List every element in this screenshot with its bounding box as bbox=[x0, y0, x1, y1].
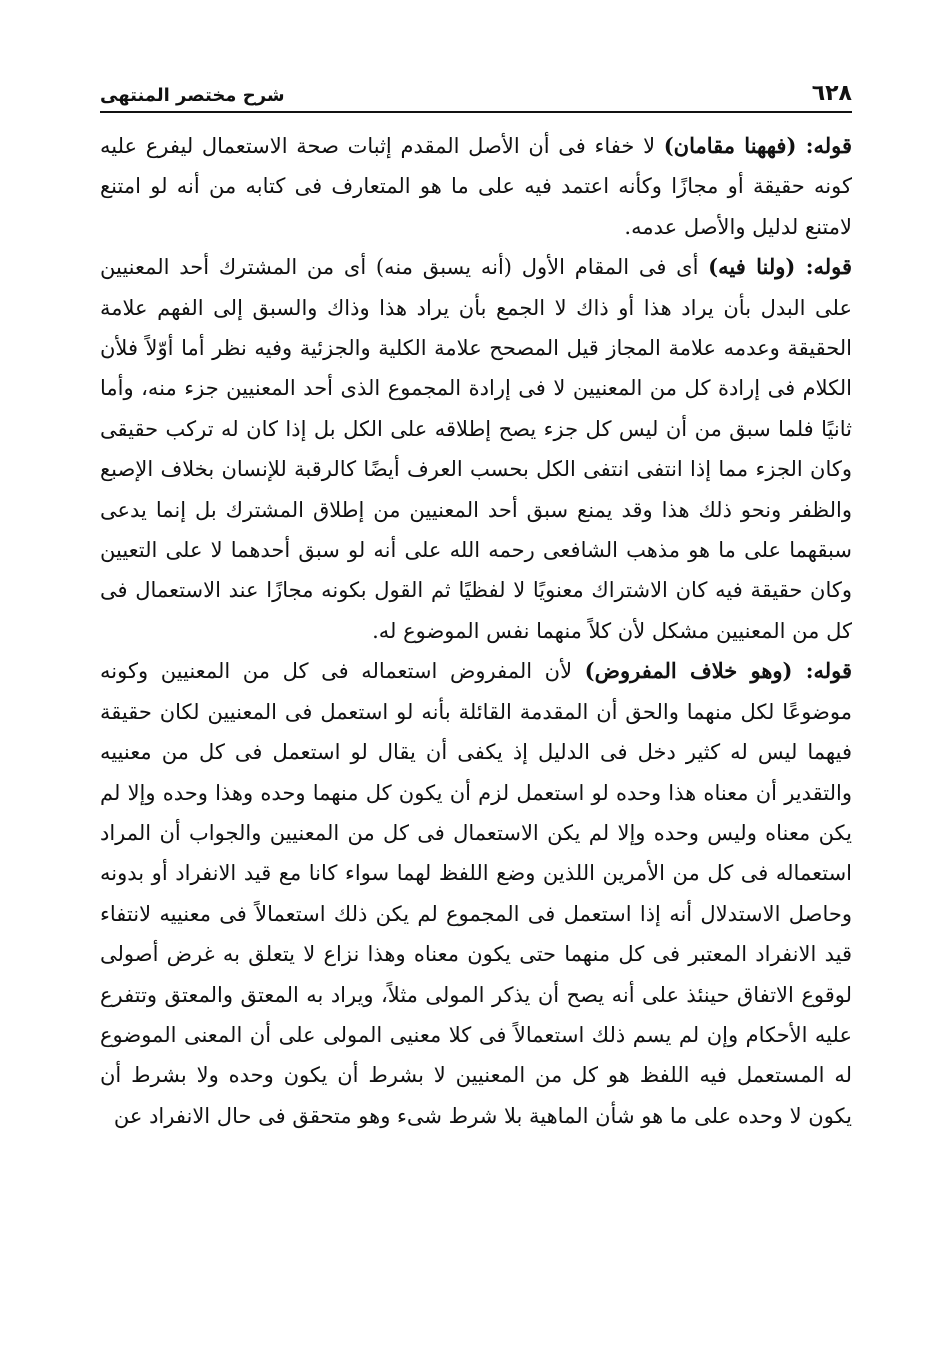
header-divider bbox=[100, 111, 852, 113]
paragraph-3 bbox=[100, 651, 852, 1136]
quoted-phrase: (فههنا مقامان) bbox=[663, 133, 797, 158]
book-title: شرح مختصر المنتهى bbox=[100, 85, 285, 106]
quoted-phrase: (وهو خلاف المفروض) bbox=[584, 658, 793, 684]
paragraph-2 bbox=[100, 247, 852, 651]
page-header bbox=[100, 66, 852, 106]
paragraph-text: لأن المفروض استعماله فى كل من المعنيين وكونه موضوعًا لكل منهما والحق أن المقدمة القائلة بأنه لو استعمل فى المعنيين لكان حقيقة فيهما ليس له كثير دخل فى الدليل إذ يكفى أن يقال لو استعمل فى كل من معنييه والتقدير أن معناه هذا وحده لو استعمل لزم أن يكون كل منهما وحده وهذا وحده وإلا لم يكن معناه وليس وحده وإلا لم يكن الاستعمال فى كل من المعنيين والجواب أن المراد استعماله فى كل من الأمرين اللذين وضع اللفظ لهما سواء كانا مع قيد الانفراد أو بدونه وحاصل الاستدلال أنه إذا استعمل فى المجموع لم يكن ذلك استعمالاً فى معنييه لانتفاء قيد الانفراد المعتبر فى كل منهما حتى يكون معناه وهذا نزاع لا يتعلق به غرض أصولى لوقوع الاتفاق حينئذ على أنه يصح أن يذكر المولى مثلاً، ويراد به المعتق والمعتق وتتفرع عليه الأحكام وإن لم يسم ذلك استعمالاً فى كلا معنيى المولى على أن المعنى الموضوع له المستعمل فيه اللفظ هو كل من المعنيين لا بشرط أن يكون وحده ولا بشرط أن يكون لا وحده على ما هو شأن الماهية بلا شرط شىء وهو متحقق فى حال الانفراد عن bbox=[100, 659, 852, 1128]
paragraph-lead: قوله: bbox=[796, 133, 852, 158]
page-number: ٦٢٨ bbox=[811, 81, 852, 106]
paragraph-text: أى فى المقام الأول (أنه يسبق منه) أى من المشترك أحد المعنيين على البدل بأن يراد هذا أو ذاك لا الجمع بأن يراد هذا وذاك والسبق إلى الفهم علامة الحقيقة وعدمه علامة المجاز قيل المصحح علامة الكلية والجزئية وفيه نظر أما أوّلاً فلأن الكلام فى إرادة كل من المعنيين لا فى إرادة المجموع الذى أحد المعنيين جزء منه، وأما ثانيًا فلما سبق من أن ليس كل جزء يصح إطلاقه على الكل بل إذا كان له تركب حقيقى وكان الجزء مما إذا انتفى انتفى الكل بحسب العرف أيضًا كالرقبة للإنسان بخلاف الإصبع والظفر ونحو ذلك هذا وقد يمنع سبق أحد المعنيين من إطلاق المشترك بل إنما يدعى سبقهما على ما هو مذهب الشافعى رحمه الله على أنه لو سبق أحدهما لا على التعيين وكان حقيقة فيه كان الاشتراك معنويًا لا لفظيًا ثم القول بكونه مجازًا عند الاستعمال فى كل من المعنيين مشكل لأن كلاً منهما نفس الموضوع له. bbox=[100, 255, 852, 643]
paragraph-text: لا خفاء فى أن الأصل المقدم إثبات صحة الاستعمال ليفرع عليه كونه حقيقة أو مجازًا وكأنه اعتمد فيه على ما هو المتعارف فى كتابه من أنه لو امتنع لامتنع لدليل والأصل عدمه. bbox=[100, 134, 852, 239]
quoted-phrase: (ولنا فيه) bbox=[708, 254, 796, 280]
commentary-body bbox=[100, 126, 852, 1136]
paragraph-1 bbox=[100, 126, 852, 247]
paragraph-lead: قوله: bbox=[792, 658, 853, 684]
paragraph-lead: قوله: bbox=[795, 254, 853, 280]
